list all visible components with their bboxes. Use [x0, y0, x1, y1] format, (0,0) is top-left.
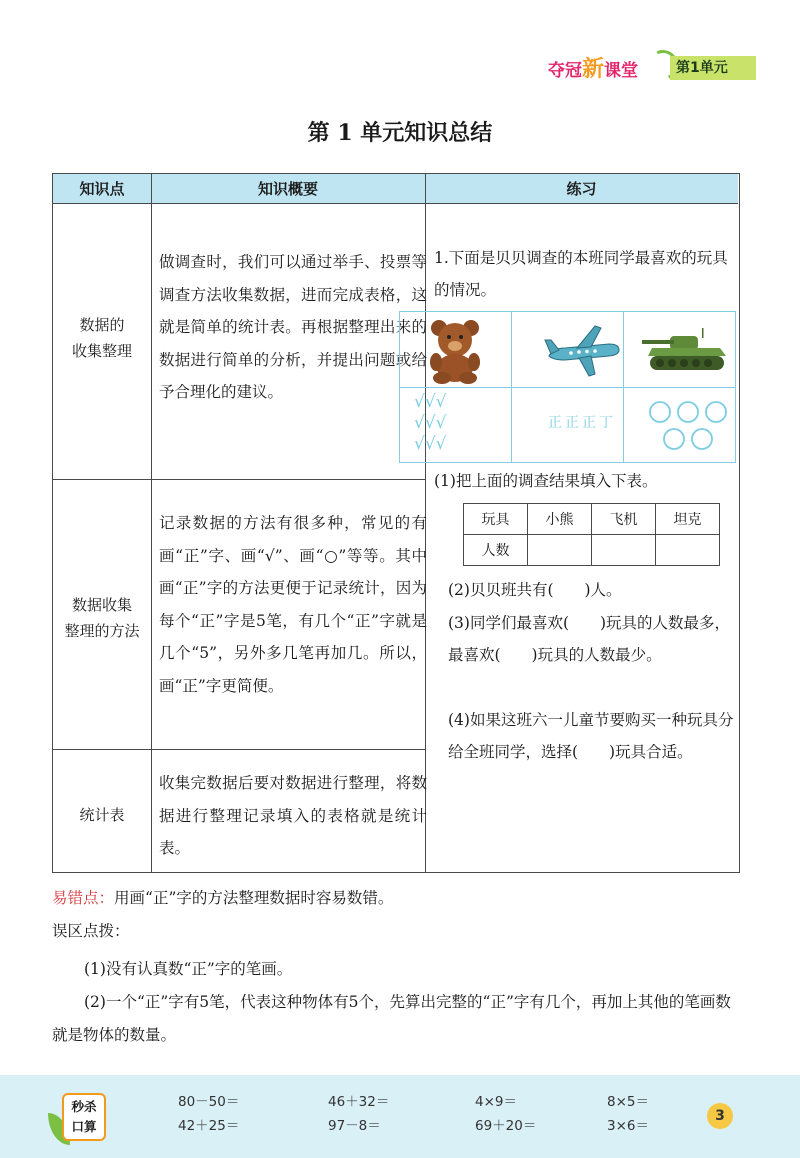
bear-icon	[422, 316, 492, 384]
overview-1: 做调查时，我们可以通过举手、投票等调查方法收集数据，进而完成表格，这就是简单的统计表。再根据整理出来的数据进行简单的分析，并提出问题或给予合理化的建议。	[159, 253, 427, 401]
tally-zheng: 正正正丁	[548, 415, 616, 431]
unit-label: 第1单元	[670, 56, 756, 80]
equation: 8×5＝	[607, 1094, 649, 1110]
header-overview: 知识概要	[151, 174, 425, 204]
practice-question-1: 1.下面是贝贝调查的本班同学最喜欢的玩具的情况。	[434, 249, 728, 299]
divider	[151, 174, 152, 872]
page-title: 第 1 单元知识总结	[307, 120, 493, 146]
equation: 80－50＝	[178, 1094, 240, 1110]
cell-plane: 飞机	[592, 504, 656, 535]
footer-tag-label: 秒杀 口算	[62, 1093, 106, 1141]
sub-question-2: (2)贝贝班共有( )人。	[448, 581, 622, 599]
result-table	[463, 503, 720, 566]
equation: 46＋32＝	[328, 1094, 390, 1110]
brand-header	[548, 50, 756, 82]
row-divider	[53, 479, 425, 480]
header-knowledge-point: 知识点	[53, 174, 151, 204]
equation: 97－8＝	[328, 1118, 381, 1134]
answer-cell[interactable]	[656, 535, 720, 566]
answer-cell[interactable]	[592, 535, 656, 566]
cell-bear: 小熊	[528, 504, 592, 535]
row-divider	[53, 749, 425, 750]
cell-label-count: 人数	[464, 535, 528, 566]
tank-icon	[640, 326, 732, 374]
sub-question-3: (3)同学们最喜欢( )玩具的人数最多，最喜欢( )玩具的人数最少。	[448, 614, 731, 664]
equation: 69＋20＝	[475, 1118, 537, 1134]
overview-2: 记录数据的方法有很多种，常见的有画“正”字、画“√”、画“○”等等。其中画“正”字的方法更便于记录统计，因为每个“正”字是5笔，有几个“正”字就是几个“5”，另外多几笔再加几。所以，画“正”字更简便。	[159, 514, 427, 695]
brand-logo: 夺冠新课堂	[548, 57, 639, 82]
error-point: 易错点：用画“正”字的方法整理数据时容易数错。	[52, 889, 394, 907]
sub-question-1: (1)把上面的调查结果填入下表。	[434, 472, 658, 490]
knowledge-point-2: 数据收集 整理的方法	[64, 596, 140, 640]
tip-1: (1)没有认真数“正”字的笔画。	[84, 960, 293, 978]
tally-checks: √√√ √√√ √√√	[414, 392, 447, 454]
knowledge-point-3: 统计表	[79, 806, 125, 824]
airplane-icon	[543, 322, 623, 378]
tip-2: (2)一个“正”字有5笔，代表这种物体有5个，先算出完整的“正”字有几个，再加上其他的笔画数就是物体的数量。	[52, 993, 731, 1044]
survey-picture-grid	[399, 311, 736, 463]
tally-circles	[648, 397, 730, 453]
cell-label-toy: 玩具	[464, 504, 528, 535]
tips-label: 误区点拨：	[52, 922, 130, 940]
equation: 4×9＝	[475, 1094, 517, 1110]
answer-cell[interactable]	[528, 535, 592, 566]
sub-question-4: (4)如果这班六一儿童节要购买一种玩具分给全班同学，选择( )玩具合适。	[448, 711, 734, 761]
knowledge-point-1: 数据的 收集整理	[71, 316, 132, 360]
equation: 3×6＝	[607, 1118, 649, 1134]
cell-tank: 坦克	[656, 504, 720, 535]
page-number: 3	[707, 1103, 733, 1129]
header-practice: 练习	[425, 174, 738, 204]
footer-tag	[48, 1089, 110, 1147]
footer-band	[0, 1075, 800, 1158]
equation: 42＋25＝	[178, 1118, 240, 1134]
overview-3: 收集完数据后要对数据进行整理，将数据进行整理记录填入的表格就是统计表。	[159, 774, 427, 857]
